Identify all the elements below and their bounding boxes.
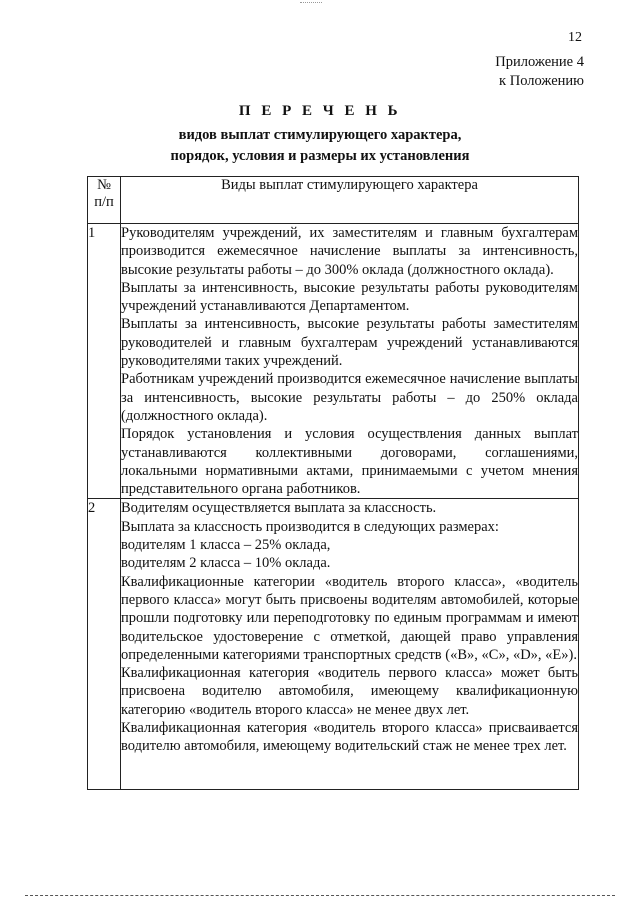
paragraph: Квалификационная категория «водитель второго класса» присваивается водителю автомобиля, имеющему водительский стаж не менее трех лет. (121, 720, 578, 755)
document-subtitle (0, 125, 640, 167)
footer-divider (25, 895, 615, 896)
subtitle-line-2: порядок, условия и размеры их установления (170, 148, 470, 164)
paragraph: Руководителям учреждений, их заместителям и главным бухгалтерам производится ежемесячное начисление выплаты за интенсивность, высокие результаты работы – до 300% оклада (должностного оклада). (121, 225, 578, 278)
header-number (88, 177, 121, 224)
document-title: П Е Р Е Ч Е Н Ь (238, 103, 402, 119)
appendix-line-2: к Положению (499, 73, 584, 89)
header-number-abbr: п/п (94, 194, 114, 210)
header-number-symbol: № (97, 177, 111, 193)
paragraph: Выплаты за интенсивность, высокие результаты работы руководителям учреждений устанавливаются Департаментом. (121, 279, 578, 315)
table-row (88, 224, 579, 499)
paragraph: водителям 2 класса – 10% оклада. (121, 555, 331, 572)
appendix-line-1: Приложение 4 (495, 54, 584, 70)
page-number: 12 (568, 30, 582, 45)
paragraph: Работникам учреждений производится ежемесячное начисление выплаты за интенсивность, высокие результаты работы – до 250% оклада (должностного оклада). (121, 371, 578, 424)
row-number: 1 (88, 224, 121, 499)
table-row (88, 499, 579, 790)
paragraph: Выплата за классность производится в следующих размерах: (121, 518, 499, 535)
row-number: 2 (88, 499, 121, 790)
paragraph: Квалификационная категория «водитель первого класса» может быть присвоена водителю автомобиля, имеющему квалификационную категорию «водитель второго класса» не менее двух лет. (121, 665, 578, 718)
paragraph: Выплаты за интенсивность, высокие результаты работы заместителям руководителей и главным бухгалтерам учреждений устанавливаются руководителями таких учреждений. (121, 316, 578, 370)
paragraph: водителям 1 класса – 25% оклада, (121, 537, 331, 554)
row-content (121, 224, 579, 499)
header-kinds: Виды выплат стимулирующего характера (121, 177, 579, 224)
payments-table (87, 176, 579, 790)
row-content (121, 499, 579, 790)
scan-artifact (300, 2, 322, 3)
paragraph: Водителям осуществляется выплата за классность. (121, 500, 437, 517)
paragraph: Порядок установления и условия осуществления данных выплат устанавливаются коллективными договорами, соглашениями, локальными нормативными актами, принимаемыми с учетом мнения представительного органа работников. (121, 426, 578, 498)
subtitle-line-1: видов выплат стимулирующего характера, (178, 127, 462, 143)
appendix-reference (495, 53, 584, 91)
paragraph: Квалификационные категории «водитель второго класса», «водитель первого класса» могут быть присвоены водителям автомобилей, которые прошли подготовку или переподготовку по единым программам и имеют водительское удостоверение с отметкой, дающей право управления определенными категориями транспортных средств («В», «С», «D», «Е»). (121, 573, 578, 663)
table-header-row (88, 177, 579, 224)
